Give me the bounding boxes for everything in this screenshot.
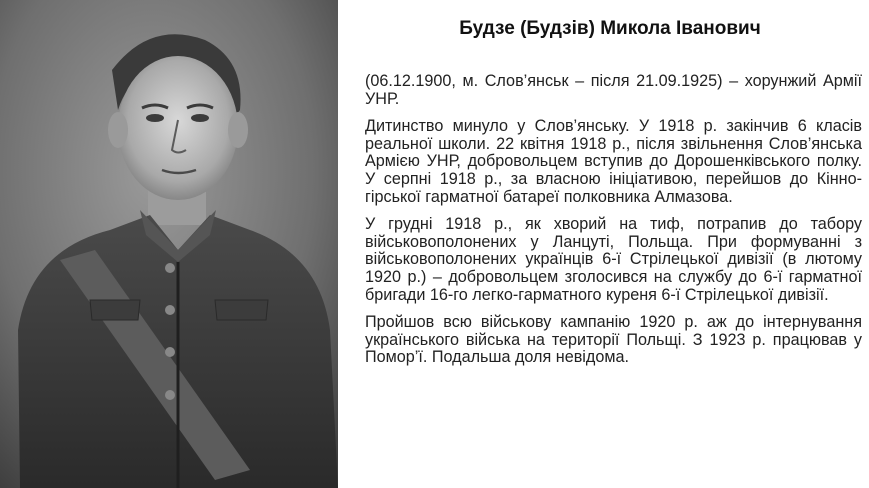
biography-text xyxy=(365,73,862,377)
bio-paragraph-dates: (06.12.1900, м. Слов’янськ – після 21.09.1925) – хорунжий Армії УНР. xyxy=(365,72,862,108)
bio-paragraph-later-life: Пройшов всю військову кампанію 1920 р. аж до інтернування українського війська на території Польщі. З 1923 р. працював у Помор’ї. Подальша доля невідома. xyxy=(365,313,862,367)
bio-paragraph-captivity: У грудні 1918 р., як хворий на тиф, потрапив до табору військовополонених у Ланцуті, Польща. При формуванні з військовополонених українців 6-ї Стрілецької дивізії (в лютому 1920 р.) – добровольцем зголосився на службу до 6-ї гарматної бригади 16-го легко-гарматного куреня 6-ї Стрілецької дивізії. xyxy=(365,215,862,304)
bio-paragraph-childhood: Дитинство минуло у Слов’янську. У 1918 р. закінчив 6 класів реальної школи. 22 квітня 1918 р., після звільнення Слов’янська Армією УНР, добровольцем вступив до Дорошенківського полку. У серпні 1918 р., за власною ініціативою, перейшов до Кінно-гірської гарматної батареї полковника Алмазова. xyxy=(365,117,862,206)
page-title: Будзе (Будзів) Микола Іванович xyxy=(459,18,761,39)
portrait-photo xyxy=(0,0,338,488)
